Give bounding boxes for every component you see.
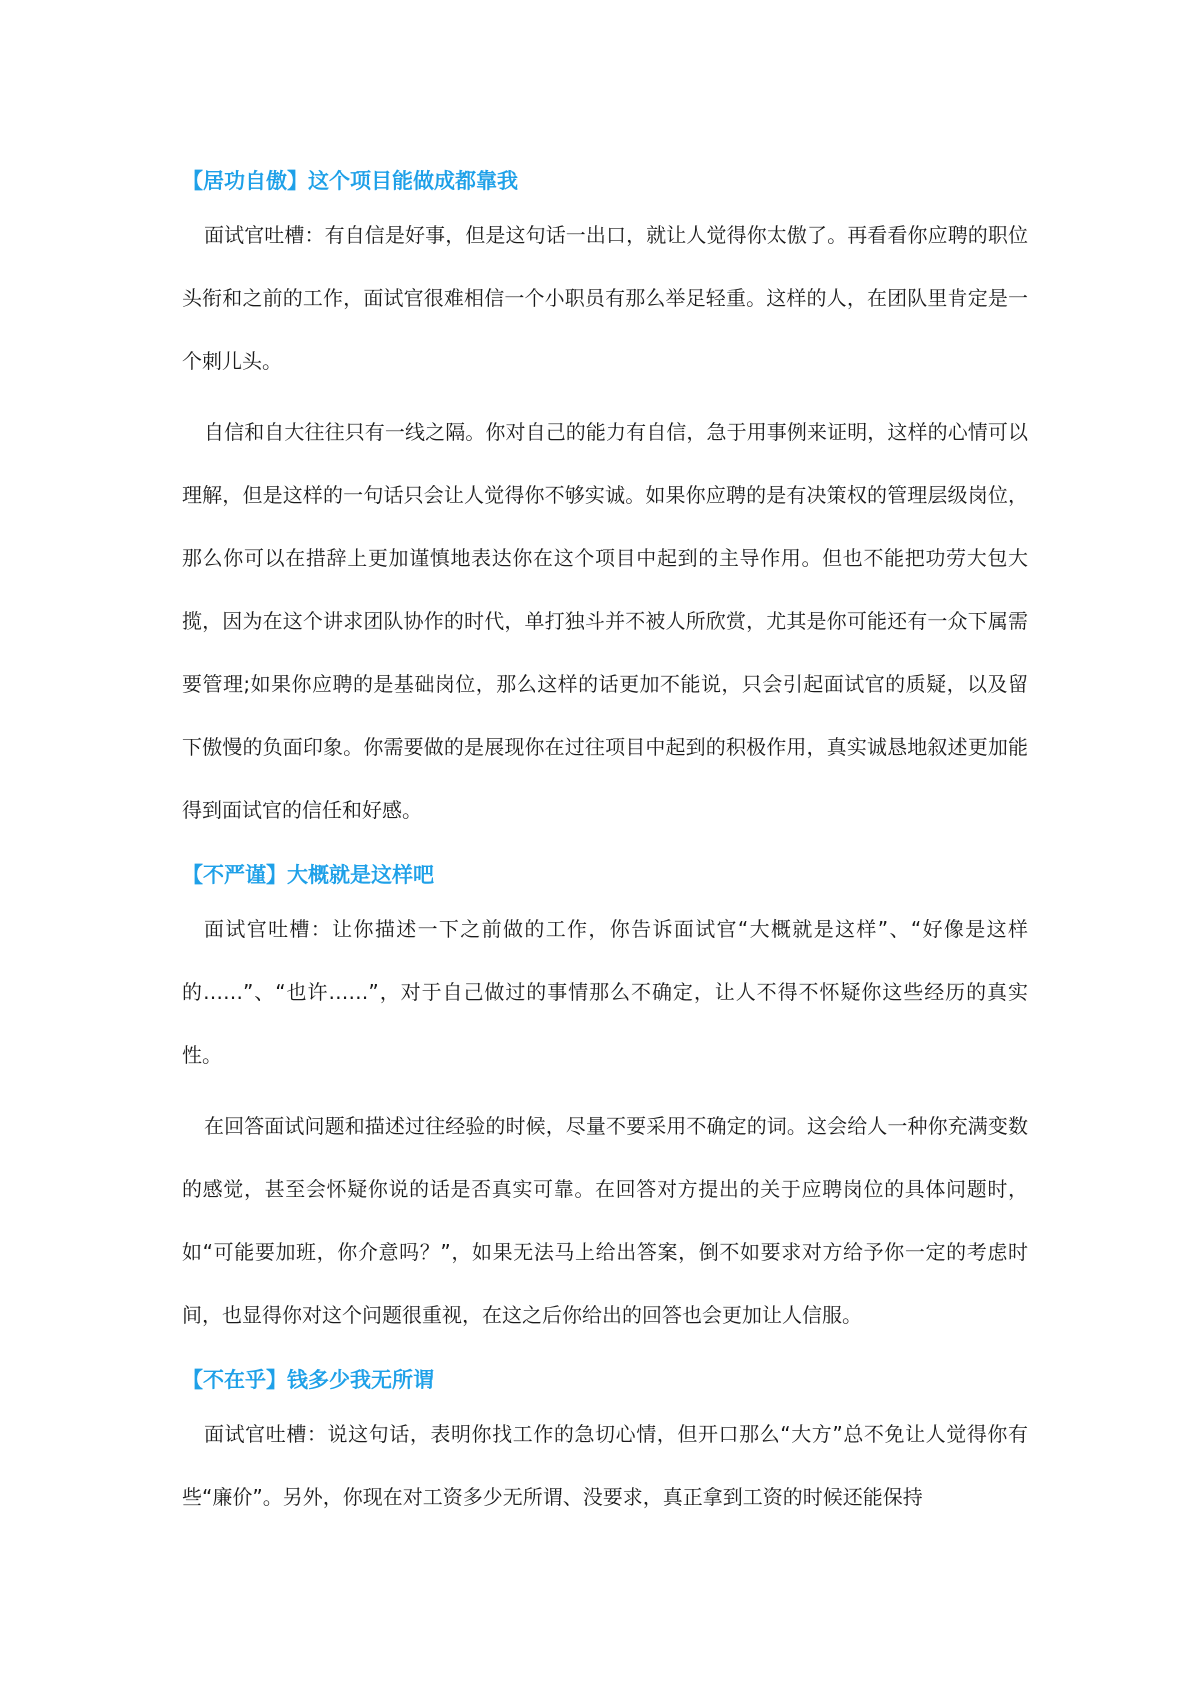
section-heading: 【不严谨】大概就是这样吧 bbox=[182, 863, 434, 887]
section-heading: 【居功自傲】这个项目能做成都靠我 bbox=[182, 169, 518, 193]
section-heading: 【不在乎】钱多少我无所谓 bbox=[182, 1368, 434, 1392]
paragraph: 面试官吐槽：有自信是好事，但是这句话一出口，就让人觉得你太傲了。再看看你应聘的职位头衔和之前的工作，面试官很难相信一个小职员有那么举足轻重。这样的人，在团队里肯定是一个刺儿头。 bbox=[182, 223, 1028, 373]
paragraph: 面试官吐槽：说这句话，表明你找工作的急切心情，但开口那么“大方”总不免让人觉得你有些“廉价”。另外，你现在对工资多少无所谓、没要求，真正拿到工资的时候还能保持 bbox=[182, 1422, 1028, 1509]
paragraph: 面试官吐槽：让你描述一下之前做的工作，你告诉面试官“大概就是这样”、“好像是这样的……”、“也许……”，对于自己做过的事情那么不确定，让人不得不怀疑你这些经历的真实性。 bbox=[182, 917, 1028, 1067]
section-arrogance bbox=[182, 158, 1028, 842]
document-page bbox=[182, 158, 1028, 1537]
paragraph: 自信和自大往往只有一线之隔。你对自己的能力有自信，急于用事例来证明，这样的心情可以理解，但是这样的一句话只会让人觉得你不够实诚。如果你应聘的是有决策权的管理层级岗位，那么你可以在措辞上更加谨慎地表达你在这个项目中起到的主导作用。但也不能把功劳大包大揽，因为在这个讲求团队协作的时代，单打独斗并不被人所欣赏，尤其是你可能还有一众下属需要管理;如果你应聘的是基础岗位，那么这样的话更加不能说，只会引起面试官的质疑，以及留下傲慢的负面印象。你需要做的是展现你在过往项目中起到的积极作用，真实诚恳地叙述更加能得到面试官的信任和好感。 bbox=[182, 420, 1028, 822]
section-imprecise bbox=[182, 852, 1028, 1347]
paragraph: 在回答面试问题和描述过往经验的时候，尽量不要采用不确定的词。这会给人一种你充满变数的感觉，甚至会怀疑你说的话是否真实可靠。在回答对方提出的关于应聘岗位的具体问题时，如“可能要加班，你介意吗？”，如果无法马上给出答案，倒不如要求对方给予你一定的考虑时间，也显得你对这个问题很重视，在这之后你给出的回答也会更加让人信服。 bbox=[182, 1114, 1028, 1327]
section-indifferent bbox=[182, 1357, 1028, 1529]
